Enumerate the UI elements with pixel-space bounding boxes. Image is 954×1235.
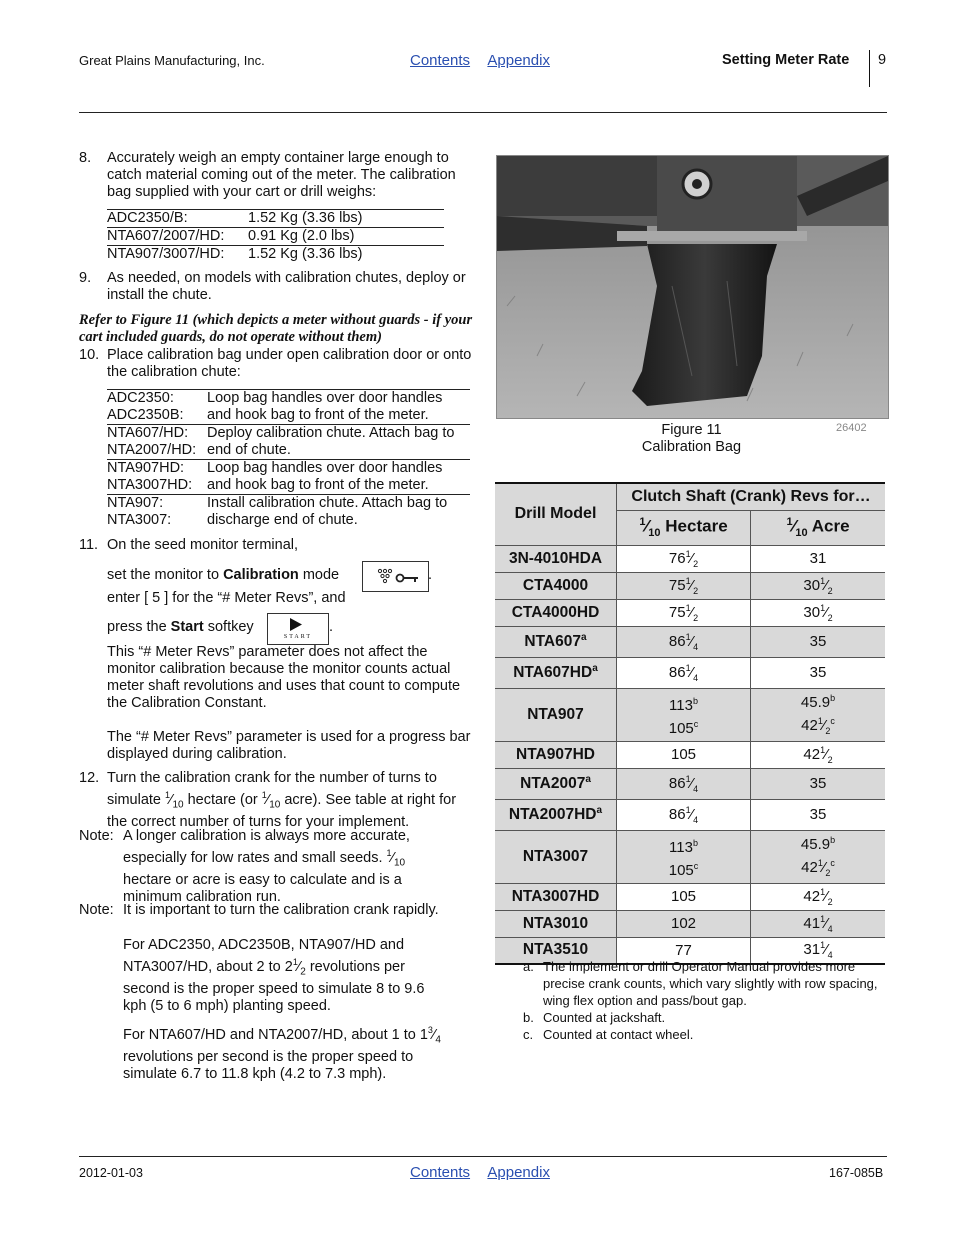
acre-revs-cell: 35 [751, 799, 886, 830]
step-11-enter-line: enter [ 5 ] for the “# Meter Revs”, and [107, 590, 346, 606]
step-10-text: Place calibration bag under open calibration door or onto the calibration chute: [107, 347, 472, 380]
table-row [495, 741, 885, 768]
acre-revs-cell: 45.9$^b$ $42^1⁄_2^c$ [751, 688, 886, 741]
drill-model-cell: 3N-4010HDA [495, 545, 617, 572]
table-row [495, 599, 885, 626]
col-acre: $^1⁄_{10}$ Acre [751, 510, 886, 545]
table-row [495, 657, 885, 688]
placement-text: Loop bag handles over door handles and hook bag to front of the meter. [207, 460, 470, 495]
placement-text: Deploy calibration chute. Attach bag to end of chute. [207, 425, 470, 460]
hectare-revs-cell: 77 [617, 937, 751, 964]
section-title: Setting Meter Rate [722, 52, 850, 68]
hectare-revs-cell: 102 [617, 910, 751, 937]
table-row [495, 572, 885, 599]
hectare-revs-cell: $86^1⁄_4$ [617, 657, 751, 688]
start-softkey-button[interactable] [267, 613, 329, 645]
acre-revs-cell: 35 [751, 626, 886, 657]
footer-rule [79, 1156, 887, 1157]
appendix-link[interactable]: Appendix [487, 52, 550, 69]
calibration-icon [363, 562, 428, 591]
bag-weight-value: 1.52 Kg (3.36 lbs) [248, 246, 444, 264]
note-2-paragraph-1: For ADC2350, ADC2350B, NTA907/HD and NTA3007/HD, about 2 to $2^1⁄_2$ revolutions per second is the proper speed to simulate 8 to 9.6 kph (5 to 6 mph) planting speed. [123, 937, 425, 1014]
bag-weight-model: NTA907/3007/HD: [107, 246, 248, 264]
step-11-set-line: set the monitor to Calibration mode [107, 567, 340, 583]
bag-placement-table [107, 389, 470, 529]
bag-weight-table [107, 209, 444, 263]
drill-model-cell: CTA4000HD [495, 599, 617, 626]
table-row [495, 830, 885, 883]
hectare-revs-cell: 105 [617, 883, 751, 910]
drill-model-cell: NTA3007HD [495, 883, 617, 910]
figure-number: 26402 [836, 422, 867, 434]
calibration-mode-button[interactable] [362, 561, 429, 592]
step-12-text: Turn the calibration crank for the number of turns to simulate $^1⁄_{10}$ hectare (or $^1⁄_{10}$ acre). See table at right for the correct number of turns for your implement. [107, 770, 457, 830]
hectare-revs-cell: 105 [617, 741, 751, 768]
step-8-text: Accurately weigh an empty container large enough to catch material coming out of the meter. The calibration bag supplied with your cart or drill weighs: [107, 150, 456, 200]
placement-text: Install calibration chute. Attach bag to discharge end of chute. [207, 495, 470, 530]
note-2-paragraph-2: For NTA607/HD and NTA2007/HD, about 1 to $1^3⁄_4$ revolutions per second is the proper speed to simulate 6.7 to 11.8 kph (4.2 to 7.3 mph). [123, 1025, 441, 1082]
note-2-text: It is important to turn the calibration crank rapidly. [123, 902, 439, 918]
figure-reference-note: Refer to Figure 11 (which depicts a meter without guards - if your cart included guards, do not operate without them) [79, 312, 473, 345]
appendix-link[interactable]: Appendix [487, 1164, 550, 1181]
drill-model-cell: NTA2007$^a$ [495, 768, 617, 799]
acre-revs-cell: $30^1⁄_2$ [751, 599, 886, 626]
bag-weight-value: 1.52 Kg (3.36 lbs) [248, 210, 444, 228]
acre-revs-cell: 35 [751, 768, 886, 799]
note-1-text: A longer calibration is always more accurate, especially for low rates and small seeds. $^1⁄_{10}$ hectare or acre is easy to calculate and is a minimum calibration run. [123, 828, 410, 905]
hectare-revs-cell: $86^1⁄_4$ [617, 626, 751, 657]
drill-model-cell: $NTA607HD^a$ [495, 657, 617, 688]
acre-revs-cell: $41^1⁄_4$ [751, 910, 886, 937]
header-rule [79, 112, 887, 113]
drill-model-cell: NTA3010 [495, 910, 617, 937]
table-row [495, 799, 885, 830]
hectare-revs-cell: 113$^b$ 105$^c$ [617, 830, 751, 883]
footnote: c. Counted at contact wheel. [523, 1027, 694, 1042]
acre-revs-cell: $42^1⁄_2$ [751, 883, 886, 910]
acre-revs-cell: 35 [751, 657, 886, 688]
step-10-number: 10. [79, 347, 100, 363]
hectare-revs-cell: $86^1⁄_4$ [617, 799, 751, 830]
acre-revs-cell: $30^1⁄_2$ [751, 572, 886, 599]
drill-model-cell: NTA607$^a$ [495, 626, 617, 657]
table-row [495, 768, 885, 799]
table-footnotes [523, 958, 883, 1043]
placement-models: NTA907HD: NTA3007HD: [107, 460, 207, 495]
col-hectare: $^1⁄_{10}$ Hectare [617, 510, 751, 545]
drill-model-cell: NTA907 [495, 688, 617, 741]
calibration-bag-photo [496, 155, 889, 419]
acre-revs-cell: 45.9$^b$ $42^1⁄_2^c$ [751, 830, 886, 883]
footnote: a. The implement or drill Operator Manual provides more precise crank counts, which vary slightly with row spacing, wing flex option and pass/bout gap. [523, 959, 878, 1008]
table-row [495, 688, 885, 741]
table-row [495, 883, 885, 910]
table-row [495, 545, 885, 572]
drill-model-cell: NTA3007 [495, 830, 617, 883]
step-11-text: On the seed monitor terminal, [107, 537, 299, 553]
step-9-text: As needed, on models with calibration chutes, deploy or install the chute. [107, 270, 466, 303]
note-1-label: Note: [79, 828, 114, 844]
page-number: 9 [878, 52, 887, 68]
footer-doc-number: 167-085B [829, 1166, 884, 1180]
contents-link[interactable]: Contents [410, 1164, 471, 1181]
footer-nav [410, 1164, 564, 1181]
acre-revs-cell: 31 [751, 545, 886, 572]
col-drill-model: Drill Model [495, 483, 617, 545]
table-row [495, 626, 885, 657]
hectare-revs-cell: $76^1⁄_2$ [617, 545, 751, 572]
start-label: START [283, 634, 313, 640]
hectare-revs-cell: 113$^b$ 105$^c$ [617, 688, 751, 741]
bag-weight-model: NTA607/2007/HD: [107, 228, 248, 246]
step-11-paragraph-2: The “# Meter Revs” parameter is used for a progress bar displayed during calibration. [107, 729, 471, 762]
drill-model-cell: $NTA2007HD^a$ [495, 799, 617, 830]
company-name: Great Plains Manufacturing, Inc. [79, 53, 265, 68]
table-row [495, 910, 885, 937]
placement-models: ADC2350: ADC2350B: [107, 390, 207, 425]
drill-model-cell: NTA3510 [495, 937, 617, 964]
crank-revs-table [495, 482, 885, 965]
bag-weight-value: 0.91 Kg (2.0 lbs) [248, 228, 444, 246]
figure-label: Figure 11 [661, 422, 722, 438]
note-2-label: Note: [79, 902, 114, 918]
step-11-press-line: press the Start softkey [107, 619, 254, 635]
hectare-revs-cell: $75^1⁄_2$ [617, 599, 751, 626]
hectare-revs-cell: $86^1⁄_4$ [617, 768, 751, 799]
acre-revs-cell: $31^1⁄_4$ [751, 937, 886, 964]
figure-title: Calibration Bag [641, 439, 742, 455]
drill-model-cell: NTA907HD [495, 741, 617, 768]
placement-models: NTA607/HD: NTA2007/HD: [107, 425, 207, 460]
placement-models: NTA907: NTA3007: [107, 495, 207, 530]
step-12-number: 12. [79, 770, 100, 786]
step-11-paragraph-1: This “# Meter Revs” parameter does not affect the monitor calibration because the monitor counts actual meter shaft revolutions and uses that count to compute the Calibration Constant. [107, 644, 461, 711]
hectare-revs-cell: $75^1⁄_2$ [617, 572, 751, 599]
header-nav [410, 52, 564, 69]
placement-text: Loop bag handles over door handles and hook bag to front of the meter. [207, 390, 470, 425]
acre-revs-cell: $42^1⁄_2$ [751, 741, 886, 768]
footnote: b. Counted at jackshaft. [523, 1010, 666, 1025]
bag-weight-model: ADC2350/B: [107, 210, 248, 228]
col-clutch-shaft-revs: Clutch Shaft (Crank) Revs for… [617, 483, 886, 510]
drill-model-cell: CTA4000 [495, 572, 617, 599]
figure-caption [496, 422, 887, 456]
contents-link[interactable]: Contents [410, 52, 471, 69]
step-9-number: 9. [79, 270, 92, 286]
step-11-number: 11. [79, 537, 99, 553]
header-divider [869, 50, 870, 87]
footer-date: 2012-01-03 [79, 1166, 143, 1180]
step-8-number: 8. [79, 150, 92, 166]
